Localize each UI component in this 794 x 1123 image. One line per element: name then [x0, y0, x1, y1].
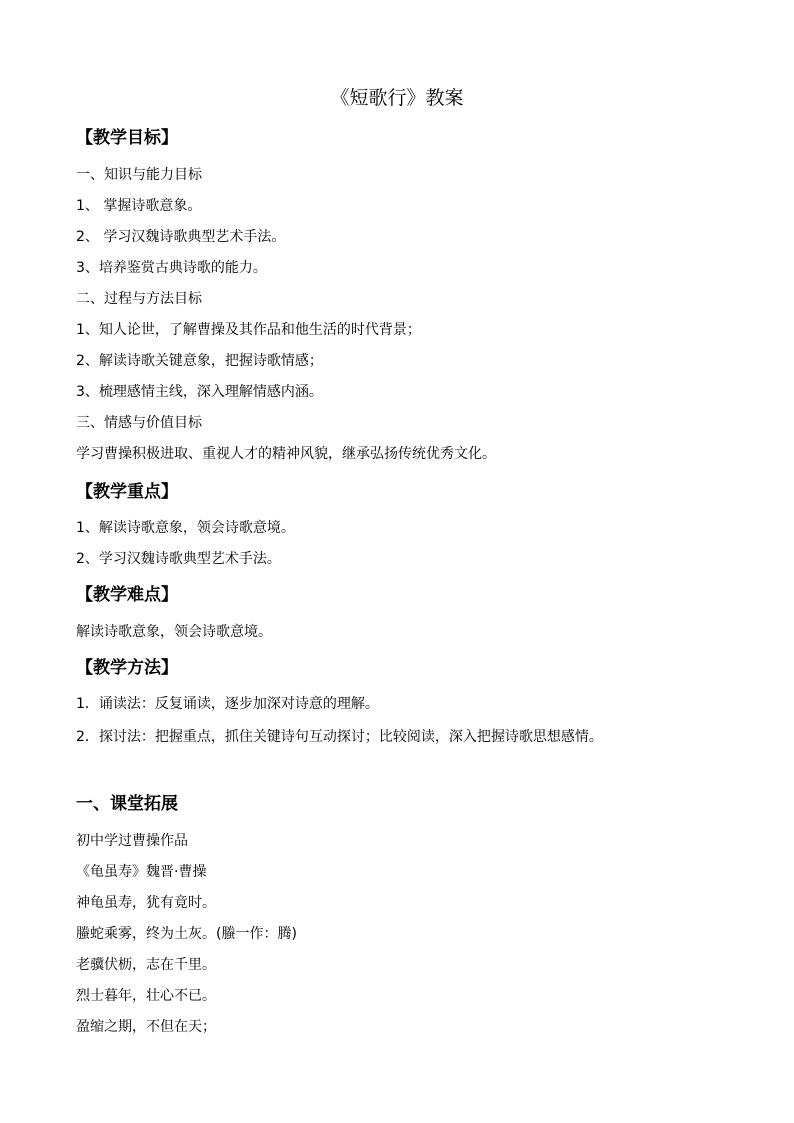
- objective-line: 1、 掌握诗歌意象。: [76, 198, 202, 214]
- heading-methods: 【教学方法】: [76, 658, 178, 678]
- extension-line: 《龟虽寿》魏晋·曹操: [76, 864, 207, 880]
- heading-difficulties: 【教学难点】: [76, 585, 178, 605]
- objective-line: 三、情感与价值目标: [76, 415, 202, 431]
- difficulty-line: 解读诗歌意象，领会诗歌意境。: [76, 624, 272, 640]
- extension-line: 初中学过曹操作品: [76, 833, 188, 849]
- heading-objectives: 【教学目标】: [76, 128, 178, 148]
- key-point-line: 2、学习汉魏诗歌典型艺术手法。: [76, 551, 281, 567]
- objective-line: 2、解读诗歌关键意象，把握诗歌情感；: [76, 353, 323, 369]
- objective-line: 3、培养鉴赏古典诗歌的能力。: [76, 260, 267, 276]
- document-title: 《短歌行》教案: [330, 87, 464, 109]
- objective-line: 二、过程与方法目标: [76, 291, 202, 307]
- objective-line: 一、知识与能力目标: [76, 167, 202, 183]
- extension-line: 盈缩之期，不但在天；: [76, 1019, 216, 1035]
- extension-line: 神龟虽寿，犹有竟时。: [76, 895, 216, 911]
- objective-line: 2、 学习汉魏诗歌典型艺术手法。: [76, 229, 286, 245]
- extension-line: 老骥伏枥，志在千里。: [76, 957, 216, 973]
- heading-extension: 一、课堂拓展: [76, 794, 178, 814]
- key-point-line: 1、解读诗歌意象，领会诗歌意境。: [76, 520, 295, 536]
- method-line: 2．探讨法：把握重点，抓住关键诗句互动探讨；比较阅读，深入把握诗歌思想感情。: [76, 729, 603, 745]
- objective-line: 1、知人论世，了解曹操及其作品和他生活的时代背景；: [76, 322, 421, 338]
- method-line: 1．诵读法：反复诵读，逐步加深对诗意的理解。: [76, 696, 379, 712]
- objective-line: 3、梳理感情主线，深入理解情感内涵。: [76, 384, 323, 400]
- heading-key-points: 【教学重点】: [76, 482, 178, 502]
- extension-line: 螣蛇乘雾，终为土灰。(螣一作：腾): [76, 926, 297, 942]
- extension-line: 烈士暮年，壮心不已。: [76, 988, 216, 1004]
- objective-line: 学习曹操积极进取、重视人才的精神风貌，继承弘扬传统优秀文化。: [76, 446, 496, 462]
